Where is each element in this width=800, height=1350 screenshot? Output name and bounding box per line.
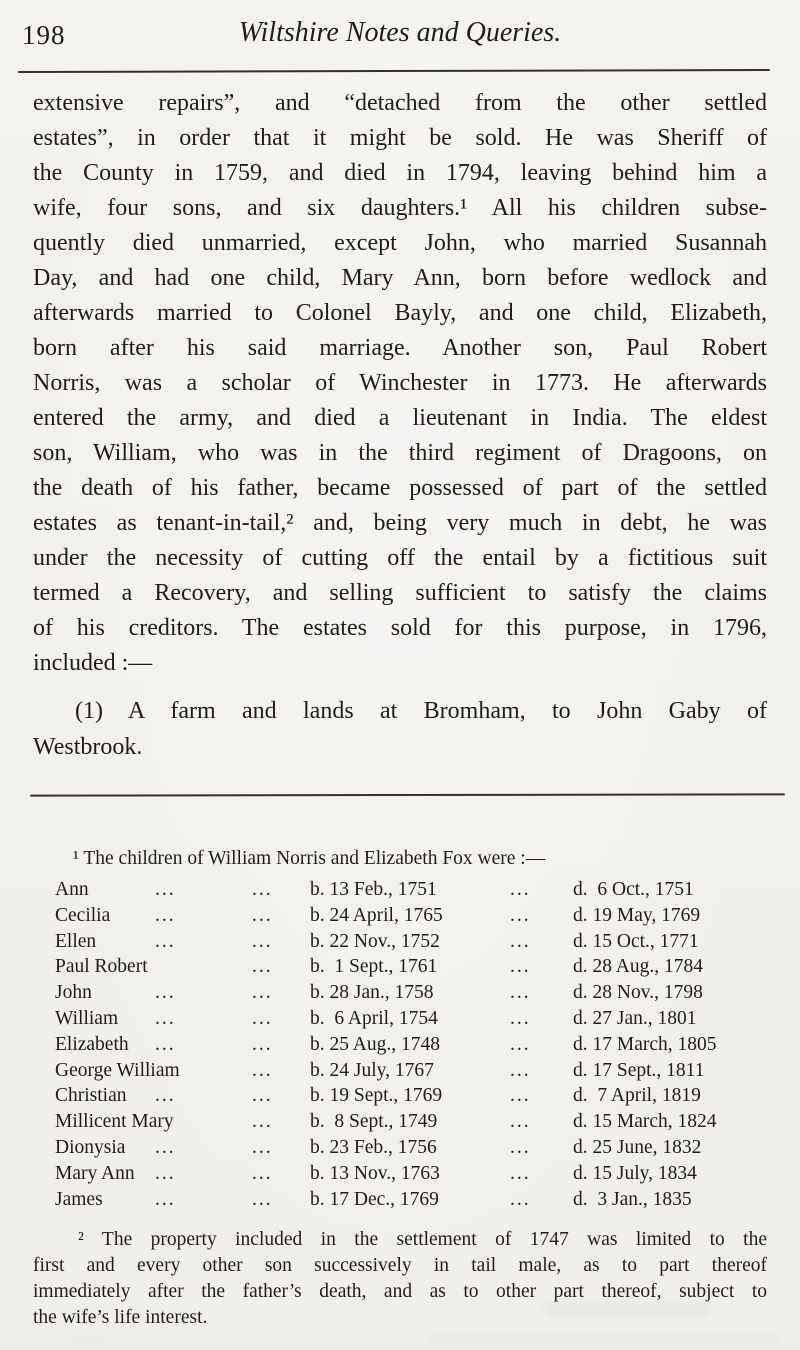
- child-name: Mary Ann: [55, 1162, 135, 1184]
- child-name: Paul Robert: [55, 956, 148, 978]
- death-date: d. 28 Aug., 1784: [573, 956, 704, 978]
- body-line: entered the army, and died a lieutenant in India. The eldest: [33, 405, 767, 431]
- table-row: [55, 1187, 735, 1213]
- birth-date: b. 24 April, 1765: [310, 904, 443, 926]
- child-name: Ann: [55, 879, 89, 900]
- leader-dots: ...: [510, 982, 531, 1004]
- body-line: Norris, was a scholar of Winchester in 1773. He afterwards: [33, 370, 767, 396]
- leader-dots: ...: [252, 1033, 273, 1055]
- table-row: [55, 929, 735, 955]
- body-line: of his creditors. The estates sold for this purpose, in 1796,: [33, 615, 767, 641]
- leader-dots: ...: [510, 879, 531, 900]
- body-line: wife, four sons, and six daughters.¹ All his children subse-: [33, 195, 767, 221]
- header-rule: [18, 69, 770, 73]
- leader-dots: ...: [155, 1188, 176, 1210]
- body-line: under the necessity of cutting off the entail by a fictitious suit: [33, 545, 767, 571]
- child-name: Cecilia: [55, 904, 111, 926]
- leader-dots: ...: [510, 1033, 531, 1055]
- child-name: Dionysia: [55, 1136, 126, 1158]
- death-date: d. 25 June, 1832: [573, 1136, 702, 1158]
- leader-dots: ...: [252, 1085, 273, 1107]
- body-line: born after his said marriage. Another son, Paul Robert: [33, 335, 767, 361]
- birth-date: b. 13 Feb., 1751: [310, 879, 437, 900]
- leader-dots: ...: [155, 1007, 176, 1029]
- page-title: Wiltshire Notes and Queries.: [238, 17, 562, 48]
- child-name: Millicent Mary: [55, 1111, 174, 1133]
- child-name: William: [55, 1007, 119, 1029]
- death-date: d. 6 Oct., 1751: [573, 879, 694, 900]
- leader-dots: ...: [252, 982, 273, 1004]
- leader-dots: ...: [252, 904, 273, 926]
- page-number: 198: [22, 20, 66, 50]
- child-name: Elizabeth: [55, 1033, 129, 1055]
- child-name: Christian: [55, 1085, 127, 1107]
- body-line: estates”, in order that it might be sold. He was Sheriff of: [33, 125, 767, 151]
- table-row: [55, 1083, 735, 1109]
- child-name: John: [55, 982, 92, 1004]
- footnote-line: ² The property included in the settlement of 1747 was limited to the: [78, 1229, 767, 1250]
- body-line: extensive repairs”, and “detached from the other settled: [33, 90, 767, 116]
- birth-date: b. 23 Feb., 1756: [310, 1136, 437, 1158]
- table-row: [55, 954, 735, 980]
- birth-date: b. 13 Nov., 1763: [310, 1162, 440, 1184]
- leader-dots: ...: [510, 1136, 531, 1158]
- body-paragraph-2: [33, 693, 767, 765]
- table-row: [55, 1109, 735, 1135]
- birth-date: b. 19 Sept., 1769: [310, 1085, 443, 1107]
- birth-date: b. 17 Dec., 1769: [310, 1188, 439, 1210]
- scan-ghost-smudge: [430, 1336, 780, 1346]
- death-date: d. 17 March, 1805: [573, 1033, 717, 1055]
- footnote-line: the wife’s life interest.: [33, 1307, 208, 1328]
- table-row: [55, 1161, 735, 1187]
- table-row: [55, 1032, 735, 1058]
- children-table: [55, 877, 735, 1212]
- leader-dots: ...: [252, 1136, 273, 1158]
- birth-date: b. 28 Jan., 1758: [310, 982, 434, 1004]
- body-paragraph-1: [33, 86, 767, 681]
- table-row: [55, 877, 735, 903]
- leader-dots: ...: [155, 879, 176, 900]
- scan-ghost-smudge: [60, 1337, 120, 1345]
- scan-ghost-smudge: [545, 1303, 710, 1316]
- death-date: d. 19 May, 1769: [573, 904, 701, 926]
- death-date: d. 27 Jan., 1801: [573, 1007, 697, 1029]
- leader-dots: ...: [252, 1059, 273, 1081]
- table-row: [55, 1135, 735, 1161]
- child-name: Ellen: [55, 930, 97, 952]
- body-line: the death of his father, became possessed of part of the settled: [33, 475, 767, 501]
- child-name: James: [55, 1188, 103, 1210]
- leader-dots: ...: [155, 904, 176, 926]
- leader-dots: ...: [252, 1162, 273, 1184]
- body-line: termed a Recovery, and selling sufficient to satisfy the claims: [33, 580, 767, 606]
- death-date: d. 28 Nov., 1798: [573, 982, 703, 1004]
- leader-dots: ...: [252, 1007, 273, 1029]
- birth-date: b. 22 Nov., 1752: [310, 930, 440, 952]
- footnote-1-heading: ¹ The children of William Norris and Elizabeth Fox were :—: [73, 848, 546, 869]
- birth-date: b. 24 July, 1767: [310, 1059, 434, 1081]
- death-date: d. 15 March, 1824: [573, 1111, 717, 1133]
- leader-dots: ...: [155, 1136, 176, 1158]
- leader-dots: ...: [252, 930, 273, 952]
- leader-dots: ...: [252, 1188, 273, 1210]
- body-line: son, William, who was in the third regiment of Dragoons, on: [33, 440, 767, 466]
- leader-dots: ...: [252, 956, 273, 978]
- leader-dots: ...: [510, 1188, 531, 1210]
- footnote-line: first and every other son successively in tail male, as to part thereof: [33, 1255, 767, 1276]
- leader-dots: ...: [155, 982, 176, 1004]
- body-line: Day, and had one child, Mary Ann, born before wedlock and: [33, 265, 767, 291]
- table-row: [55, 903, 735, 929]
- birth-date: b. 25 Aug., 1748: [310, 1033, 441, 1055]
- leader-dots: ...: [252, 1111, 273, 1133]
- body-line: Westbrook.: [33, 734, 143, 760]
- body-line: estates as tenant-in-tail,² and, being very much in debt, he was: [33, 510, 767, 536]
- leader-dots: ...: [510, 930, 531, 952]
- death-date: d. 7 April, 1819: [573, 1085, 701, 1107]
- leader-dots: ...: [510, 1007, 531, 1029]
- child-name: George William: [55, 1059, 180, 1081]
- death-date: d. 15 Oct., 1771: [573, 930, 699, 952]
- leader-dots: ...: [510, 1111, 531, 1133]
- body-line: the County in 1759, and died in 1794, leaving behind him a: [33, 160, 767, 186]
- leader-dots: ...: [155, 1085, 176, 1107]
- footnote-divider-rule: [30, 793, 785, 796]
- leader-dots: ...: [510, 1085, 531, 1107]
- leader-dots: ...: [155, 1033, 176, 1055]
- body-line: included :—: [33, 650, 153, 676]
- table-row: [55, 1058, 735, 1084]
- leader-dots: ...: [510, 1162, 531, 1184]
- leader-dots: ...: [155, 930, 176, 952]
- leader-dots: ...: [252, 879, 273, 900]
- table-row: [55, 1006, 735, 1032]
- leader-dots: ...: [155, 1162, 176, 1184]
- body-line: (1) A farm and lands at Bromham, to John Gaby of: [75, 698, 767, 724]
- body-line: quently died unmarried, except John, who married Susannah: [33, 230, 767, 256]
- death-date: d. 17 Sept., 1811: [573, 1059, 705, 1081]
- birth-date: b. 8 Sept., 1749: [310, 1111, 438, 1133]
- birth-date: b. 6 April, 1754: [310, 1007, 438, 1029]
- death-date: d. 15 July, 1834: [573, 1162, 697, 1184]
- leader-dots: ...: [510, 1059, 531, 1081]
- death-date: d. 3 Jan., 1835: [573, 1188, 692, 1210]
- birth-date: b. 1 Sept., 1761: [310, 956, 438, 978]
- footnote-line: immediately after the father’s death, and as to other part thereof, subject to: [33, 1281, 767, 1302]
- leader-dots: ...: [510, 904, 531, 926]
- leader-dots: ...: [510, 956, 531, 978]
- table-row: [55, 980, 735, 1006]
- body-line: afterwards married to Colonel Bayly, and one child, Elizabeth,: [33, 300, 767, 326]
